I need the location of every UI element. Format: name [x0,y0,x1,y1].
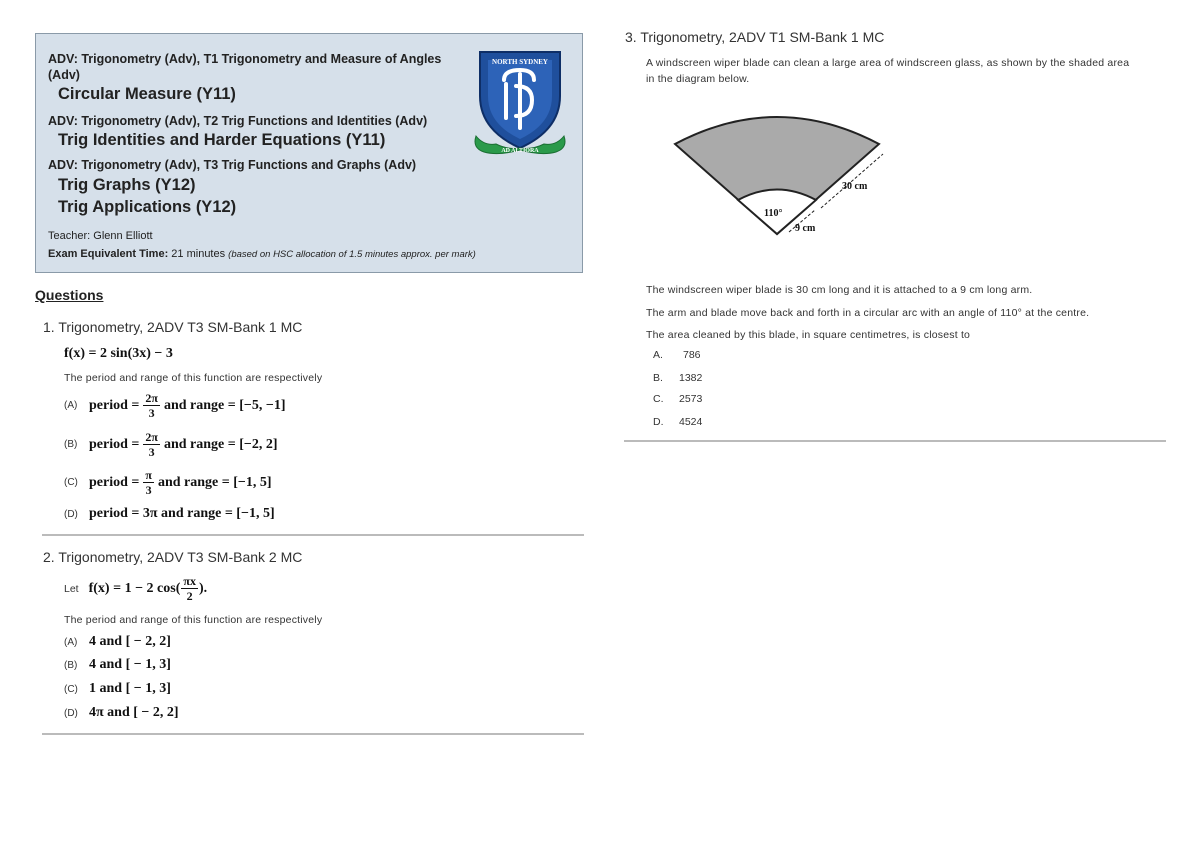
q3-option-c-label: C. [653,393,664,405]
q1-title: 1. Trigonometry, 2ADV T3 SM-Bank 1 MC [43,319,303,335]
q2-prompt: The period and range of this function are respectively [64,614,323,626]
q3-option-d[interactable] [653,416,702,428]
q2-function-num: πx [183,574,196,588]
q2-title: 2. Trigonometry, 2ADV T3 SM-Bank 2 MC [43,549,303,565]
q2-option-d[interactable] [64,705,179,721]
blade-length-label: 30 cm [842,181,868,192]
q1-option-a[interactable] [64,392,286,419]
q3-line2: The arm and blade move back and forth in a circular arc with an angle of 110° at the centre. [646,307,1090,319]
q2-option-b-text: 4 and [ − 1, 3] [89,657,171,672]
q3-divider [624,440,1166,442]
subtopic-trig-identities: Trig Identities and Harder Equations (Y11) [58,131,386,149]
exam-time-value: 21 minutes [171,248,226,260]
q1-option-c-den: 3 [145,483,152,497]
q3-option-a[interactable] [653,349,701,361]
q1-option-b-num: 2π [145,430,158,444]
q3-intro-line1: A windscreen wiper blade can clean a large area of windscreen glass, as shown by the shaded area [646,57,1130,69]
q3-option-a-label: A. [653,349,663,361]
q2-option-b[interactable] [64,657,171,673]
q1-option-d-text: period = 3π and range = [−1, 5] [89,506,275,521]
q3-option-b-label: B. [653,372,663,384]
q3-option-c-value: 2573 [679,393,703,405]
q2-function-pre: f(x) = 1 − 2 cos( [88,580,181,596]
q2-function-line [64,575,207,602]
topic-1-heading: ADV: Trigonometry (Adv), T1 Trigonometry and Measure of Angles [48,52,442,66]
q3-option-b-value: 1382 [679,372,703,384]
q2-option-a-label: (A) [64,636,78,648]
exam-time-line [48,248,476,260]
q3-option-c[interactable] [653,393,702,405]
topic-2-heading: ADV: Trigonometry (Adv), T2 Trig Functions and Identities (Adv) [48,114,428,128]
topic-3-heading: ADV: Trigonometry (Adv), T3 Trig Functions and Graphs (Adv) [48,158,417,172]
q1-option-c[interactable] [64,469,272,496]
exam-time-label: Exam Equivalent Time: [48,248,169,260]
subtopic-trig-graphs: Trig Graphs (Y12) [58,176,196,194]
q2-option-a-text: 4 and [ − 2, 2] [89,634,171,649]
topic-1-heading-cont: (Adv) [48,68,80,82]
q1-option-c-label: (C) [64,477,78,488]
topic-header-box [35,33,583,273]
q3-line3: The area cleaned by this blade, in square centimetres, is closest to [646,329,971,341]
q1-option-c-post: and range = [−1, 5] [157,474,272,490]
teacher-label: Teacher: [48,230,91,242]
q2-option-c[interactable] [64,681,171,697]
q1-option-c-num: π [145,468,152,482]
q1-option-d-label: (D) [64,508,78,520]
q2-option-b-label: (B) [64,659,78,671]
q1-option-a-post: and range = [−5, −1] [163,397,286,413]
q2-function-den: 2 [186,589,193,603]
q1-option-b[interactable] [64,431,278,458]
arm-length-label: 9 cm [795,223,816,234]
angle-label: 110° [764,208,783,219]
teacher-name: Glenn Elliott [93,230,153,242]
q1-option-a-label: (A) [64,400,78,411]
q1-option-a-pre: period = [89,397,140,413]
q3-line1: The windscreen wiper blade is 30 cm long and it is attached to a 9 cm long arm. [646,284,1033,296]
q2-divider [42,733,584,735]
q2-option-d-label: (D) [64,707,78,719]
q1-prompt: The period and range of this function are respectively [64,372,323,384]
q3-option-b[interactable] [653,372,702,384]
q1-option-a-den: 3 [148,406,155,420]
q1-option-b-label: (B) [64,439,78,450]
q1-function: f(x) = 2 sin(3x) − 3 [64,346,173,361]
q2-option-d-text: 4π and [ − 2, 2] [89,705,179,720]
q3-option-d-value: 4524 [679,416,703,428]
teacher-line [48,230,153,242]
wiper-sector-diagram [665,108,895,240]
q3-option-a-value: 786 [683,349,701,361]
crest-top-text: NORTH SYDNEY [492,58,548,66]
q2-let: Let [64,582,79,595]
q3-intro-line2: in the diagram below. [646,73,750,85]
exam-time-note: (based on HSC allocation of 1.5 minutes approx. per mark) [228,249,476,260]
q1-option-b-post: and range = [−2, 2] [163,436,278,452]
q3-option-d-label: D. [653,416,664,428]
q2-option-c-label: (C) [64,683,78,695]
q1-option-b-den: 3 [148,445,155,459]
q2-function-post: ). [198,580,208,596]
school-crest-logo [474,44,566,160]
q1-option-d[interactable] [64,506,275,522]
q1-divider [42,534,584,536]
questions-heading: Questions [35,287,104,303]
subtopic-trig-applications: Trig Applications (Y12) [58,198,237,216]
q2-option-c-text: 1 and [ − 1, 3] [89,681,171,696]
q1-option-a-num: 2π [145,391,158,405]
q1-option-b-pre: period = [89,436,140,452]
q2-option-a[interactable] [64,634,171,650]
crest-motto-text: AD ALTIORA [501,148,539,154]
q1-option-c-pre: period = [89,474,140,490]
q3-title: 3. Trigonometry, 2ADV T1 SM-Bank 1 MC [625,29,885,45]
subtopic-circular-measure: Circular Measure (Y11) [58,85,236,103]
